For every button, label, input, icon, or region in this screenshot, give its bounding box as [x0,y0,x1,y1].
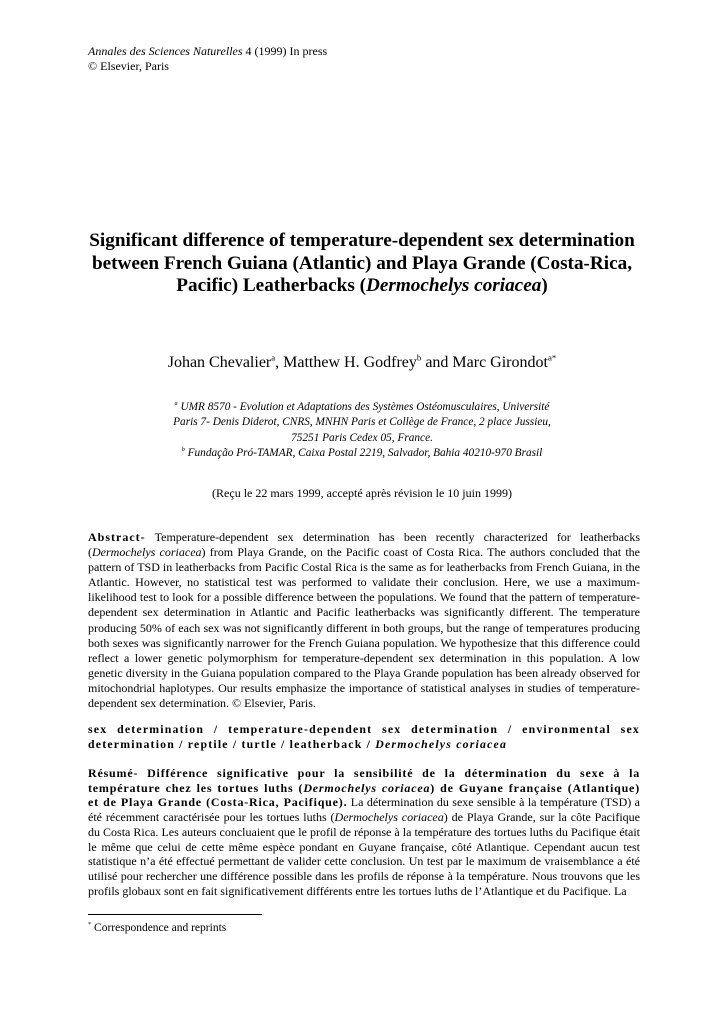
author-2: Matthew H. Godfrey [283,354,417,371]
title-line-2: between French Guiana (Atlantic) and Playa Grande (Costa-Rica, [91,252,633,274]
affiliation-a: $^a$ UMR 8570 - Evolution et Adaptations des Systèmes Ostéomusculaires, Université [174,400,550,413]
footnote: * Correspondence and reprints [88,921,227,934]
title-line-3: Pacific) Leatherbacks (Dermochelys coriacea) [176,275,548,296]
author-3: Marc Girondot [452,354,548,371]
abstract: Abstract- Temperature-dependent sex determination has been recently characterized for leatherbacks (Dermochelys coriacea) from Playa Grande, on the Pacific coast of Costa Rica. The authors concluded that the pattern of TSD in leatherbacks from Pacific Costal Rica is the same as for leatherbacks from French Guiana, in the Atlantic. However, no statistical test was performed to validate their conclusion. Here, we use a maximum-likelihood test to look for a possible difference between the populations. We found that the pattern of temperature-dependent sex determination in Atlantic and Pacific leatherbacks was significantly different. The temperature producing 50% of each sex was not significantly different in both groups, but the range of temperatures producing both sexes was significantly narrower for the French Guiana population. We hypothesize that this difference could reflect a lower genetic polymorphism for temperature-dependent sex determination in this population. A low genetic diversity in the Guiana population compared to the Playa Grande population has been already observed for mitochondrial haplotypes. Our results emphasize the importance of statistical analyses in studies of temperature-dependent sex determination. © Elsevier, Paris. [88,530,640,711]
affiliation-b: $^b$ Fundação Pró-TAMAR, Caixa Postal 2219, Salvador, Bahia 40210-970 Brasil [181,446,543,460]
keywords: sex determination / temperature-dependent sex determination / environmental sex determination / reptile / turtle / leatherback / Dermochelys coriacea [88,722,640,751]
journal-header [88,44,327,74]
journal-issue: 4 (1999) In press [245,44,328,58]
footnote-rule [88,914,262,915]
paper-title [60,230,664,298]
affiliations: $^a$ UMR 8570 - Evolution et Adaptations des Systèmes Ostéomusculaires, Université Paris 7- Denis Diderot, CNRS, MNHN Paris et Collège de France, 2 place Jussieu, 75251 Paris Cedex 05, France. $^b$ Fundação Pró-TAMAR, Caixa Postal 2219, Salvador, Bahia 40210-970 Brasil [120,400,604,462]
resume-heading: Résumé- Différence significative pour la sensibilité de la détermination du sexe à la température chez les tortues luths (Dermochelys coriacea) de Guyane française (Atlantique) et de Playa Grande (Costa-Rica, Pacifique). [88,766,640,810]
journal-name: Annales des Sciences Naturelles [88,44,243,58]
author-list: Johan Chevalier$^a$, Matthew H. Godfrey$^b$ and Marc Girondot$^{a*}$ [167,352,557,371]
received-dates: (Reçu le 22 mars 1999, accepté après révision le 10 juin 1999) [212,486,512,500]
abstract-label: Abstract- [88,530,146,544]
title-line-1: Significant difference of temperature-dependent sex determination [89,230,635,251]
title-species: Dermochelys coriacea [366,275,542,296]
copyright-line: © Elsevier, Paris [88,59,169,73]
author-1: Johan Chevalier [167,354,272,371]
resume: Résumé- Différence significative pour la sensibilité de la détermination du sexe à la température chez les tortues luths (Dermochelys coriacea) de Guyane française (Atlantique) et de Playa Grande (Costa-Rica, Pacifique). La détermination du sexe sensible à la température (TSD) a été récemment caractérisée pour les tortues luths (Dermochelys coriacea) de Playa Grande, sur la côte Pacifique du Costa Rica. Les auteurs concluaient que le profil de réponse à la température des tortues luths du Pacifique était le même que celui de cette même espèce pondant en Guyane française, côté Atlantique. Cependant aucun test statistique n’a été effectué permettant de valider cette conclusion. Un test par le maximum de vraisemblance a été utilisé pour rechercher une différence possible dans les profils de réponse à la température. Nous trouvons que les profils globaux sont en fait significativement différents entre les tortues luths de l’Atlantique et du Pacifique. La [88,766,640,898]
